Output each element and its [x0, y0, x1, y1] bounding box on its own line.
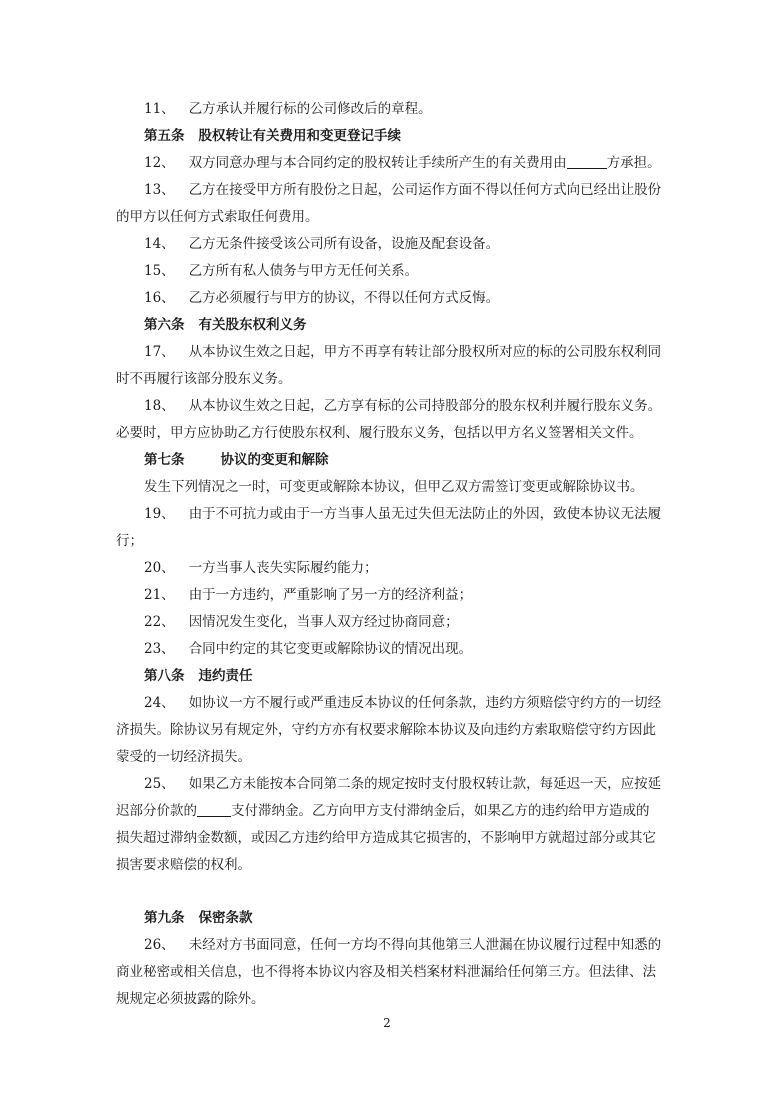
clause-26: 26、 未经对方书面同意，任何一方均不得向其他第三人泄漏在协议履行过程中知悉的	[144, 937, 662, 953]
clause-25-cont-2: 损失超过滞纳金数额，或因乙方违约给甲方造成其它损害的，不影响甲方就超过部分或其它	[116, 830, 656, 846]
clause-14: 14、 乙方无条件接受该公司所有设备，设施及配套设备。	[144, 236, 500, 252]
clause-19: 19、 由于不可抗力或由于一方当事人虽无过失但无法防止的外因，致使本协议无法履	[144, 506, 662, 522]
clause-20: 20、 一方当事人丧失实际履约能力；	[144, 560, 378, 576]
section-heading-7: 第七条 协议的变更和解除	[144, 452, 329, 468]
clause-13-cont: 的甲方以任何方式索取任何费用。	[116, 209, 319, 225]
clause-15: 15、 乙方所有私人债务与甲方无任何关系。	[144, 263, 419, 279]
paragraph-gap	[116, 879, 658, 905]
clause-19-cont: 行；	[116, 533, 143, 549]
clause-18-cont: 必要时，甲方应协助乙方行使股东权利、履行股东义务，包括以甲方名义签署相关文件。	[116, 425, 643, 441]
clause-16: 16、 乙方必须履行与甲方的协议，不得以任何方式反悔。	[144, 290, 500, 306]
section-heading-9: 第九条 保密条款	[144, 910, 253, 926]
clause-24-cont-2: 蒙受的一切经济损失。	[116, 749, 251, 765]
clause-22: 22、 因情况发生变化，当事人双方经过协商同意；	[144, 614, 459, 630]
fill-in-blank[interactable]	[567, 154, 607, 169]
section-7-intro: 发生下列情况之一时，可变更或解除本协议，但甲乙双方需签订变更或解除协议书。	[144, 479, 644, 495]
clause-24: 24、 如协议一方不履行或严重违反本协议的任何条款，违约方须赔偿守约方的一切经	[144, 695, 662, 711]
clause-25: 25、 如果乙方未能按本合同第二条的规定按时支付股权转让款，每延迟一天，应按延	[144, 776, 662, 792]
clause-18: 18、 从本协议生效之日起，乙方享有标的公司持股部分的股东权利并履行股东义务。	[144, 398, 662, 414]
clause-26-cont-1: 商业秘密或相关信息，也不得将本协议内容及相关档案材料泄漏给任何第三方。但法律、法	[116, 964, 656, 980]
clause-26-cont-2: 规规定必须披露的除外。	[116, 991, 265, 1007]
clause-13: 13、 乙方在接受甲方所有股份之日起，公司运作方面不得以任何方式向已经出让股份	[144, 182, 662, 198]
clause-25-cont-3: 损害要求赔偿的权利。	[116, 857, 251, 873]
clause-11: 11、 乙方承认并履行标的公司修改后的章程。	[144, 101, 432, 117]
clause-25-cont-1: 迟部分价款的 支付滞纳金。乙方向甲方支付滞纳金后，如果乙方的违约给甲方造成的	[116, 803, 650, 819]
clause-21: 21、 由于一方违约，严重影响了另一方的经济利益；	[144, 587, 473, 603]
fill-in-blank[interactable]	[197, 802, 231, 817]
clause-17: 17、 从本协议生效之日起，甲方不再享有转让部分股权所对应的标的公司股东权利同	[144, 344, 662, 360]
section-heading-6: 第六条 有关股东权利义务	[144, 317, 307, 333]
clause-23: 23、 合同中约定的其它变更或解除协议的情况出现。	[144, 641, 473, 657]
section-heading-8: 第八条 违约责任	[144, 668, 253, 684]
section-heading-5: 第五条 股权转让有关费用和变更登记手续	[144, 128, 401, 144]
document-body	[116, 96, 662, 1013]
clause-24-cont-1: 济损失。除协议另有规定外，守约方亦有权要求解除本协议及向违约方索取赔偿守约方因此	[116, 722, 656, 738]
clause-17-cont: 时不再履行该部分股东义务。	[116, 371, 292, 387]
clause-12: 12、 双方同意办理与本合同约定的股权转让手续所产生的有关费用由 方承担。	[144, 155, 661, 171]
page-number: 2	[383, 1016, 391, 1030]
